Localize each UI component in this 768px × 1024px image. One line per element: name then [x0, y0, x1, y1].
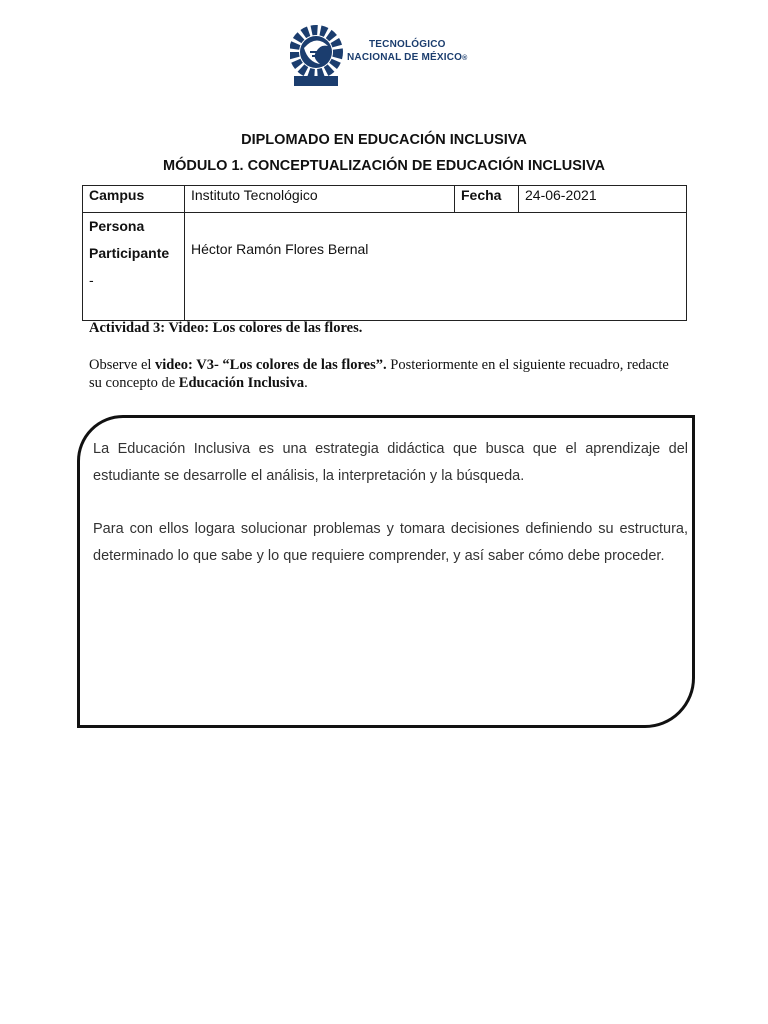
diplomado-title: DIPLOMADO EN EDUCACIÓN INCLUSIVA [241, 132, 527, 148]
persona-label-line3: - [89, 272, 94, 288]
campus-label: Campus [83, 186, 185, 213]
persona-label-line2: Participante [89, 245, 170, 261]
answer-paragraph-2: Para con ellos logara solucionar problemas y tomara decisiones definiendo su estructura, determinado lo que sabe y lo que requiere comprender, y así saber cómo debe proceder. [93, 521, 688, 564]
activity-instructions: Observe el video: V3- “Los colores de las flores”. Posteriormente en el siguiente recuadro, redacte su concepto de Educación Inclusiva. [89, 357, 669, 391]
answer-paragraph-1: La Educación Inclusiva es una estrategia didáctica que busca que el aprendizaje del estudiante se desarrolle el análisis, la interpretación y la búsqueda. [93, 441, 688, 484]
persona-value: Héctor Ramón Flores Bernal [185, 213, 687, 321]
info-table [82, 185, 687, 321]
activity-title: Actividad 3: Video: Los colores de las flores. [89, 320, 363, 336]
table-row [83, 213, 687, 321]
fecha-value: 24-06-2021 [519, 186, 687, 213]
persona-label-line1: Persona [89, 218, 145, 234]
module-title: MÓDULO 1. CONCEPTUALIZACIÓN DE EDUCACIÓN INCLUSIVA [163, 158, 605, 174]
persona-label [83, 213, 185, 321]
fecha-label: Fecha [455, 186, 519, 213]
tecnm-emblem-icon [290, 12, 345, 92]
table-row [83, 186, 687, 213]
campus-value: Instituto Tecnológico [185, 186, 455, 213]
logo-text [347, 38, 467, 65]
logo-line2: NACIONAL DE MÉXICO® [347, 52, 468, 63]
logo-line1: TECNOLÓGICO [369, 39, 446, 50]
answer-text [93, 436, 688, 596]
